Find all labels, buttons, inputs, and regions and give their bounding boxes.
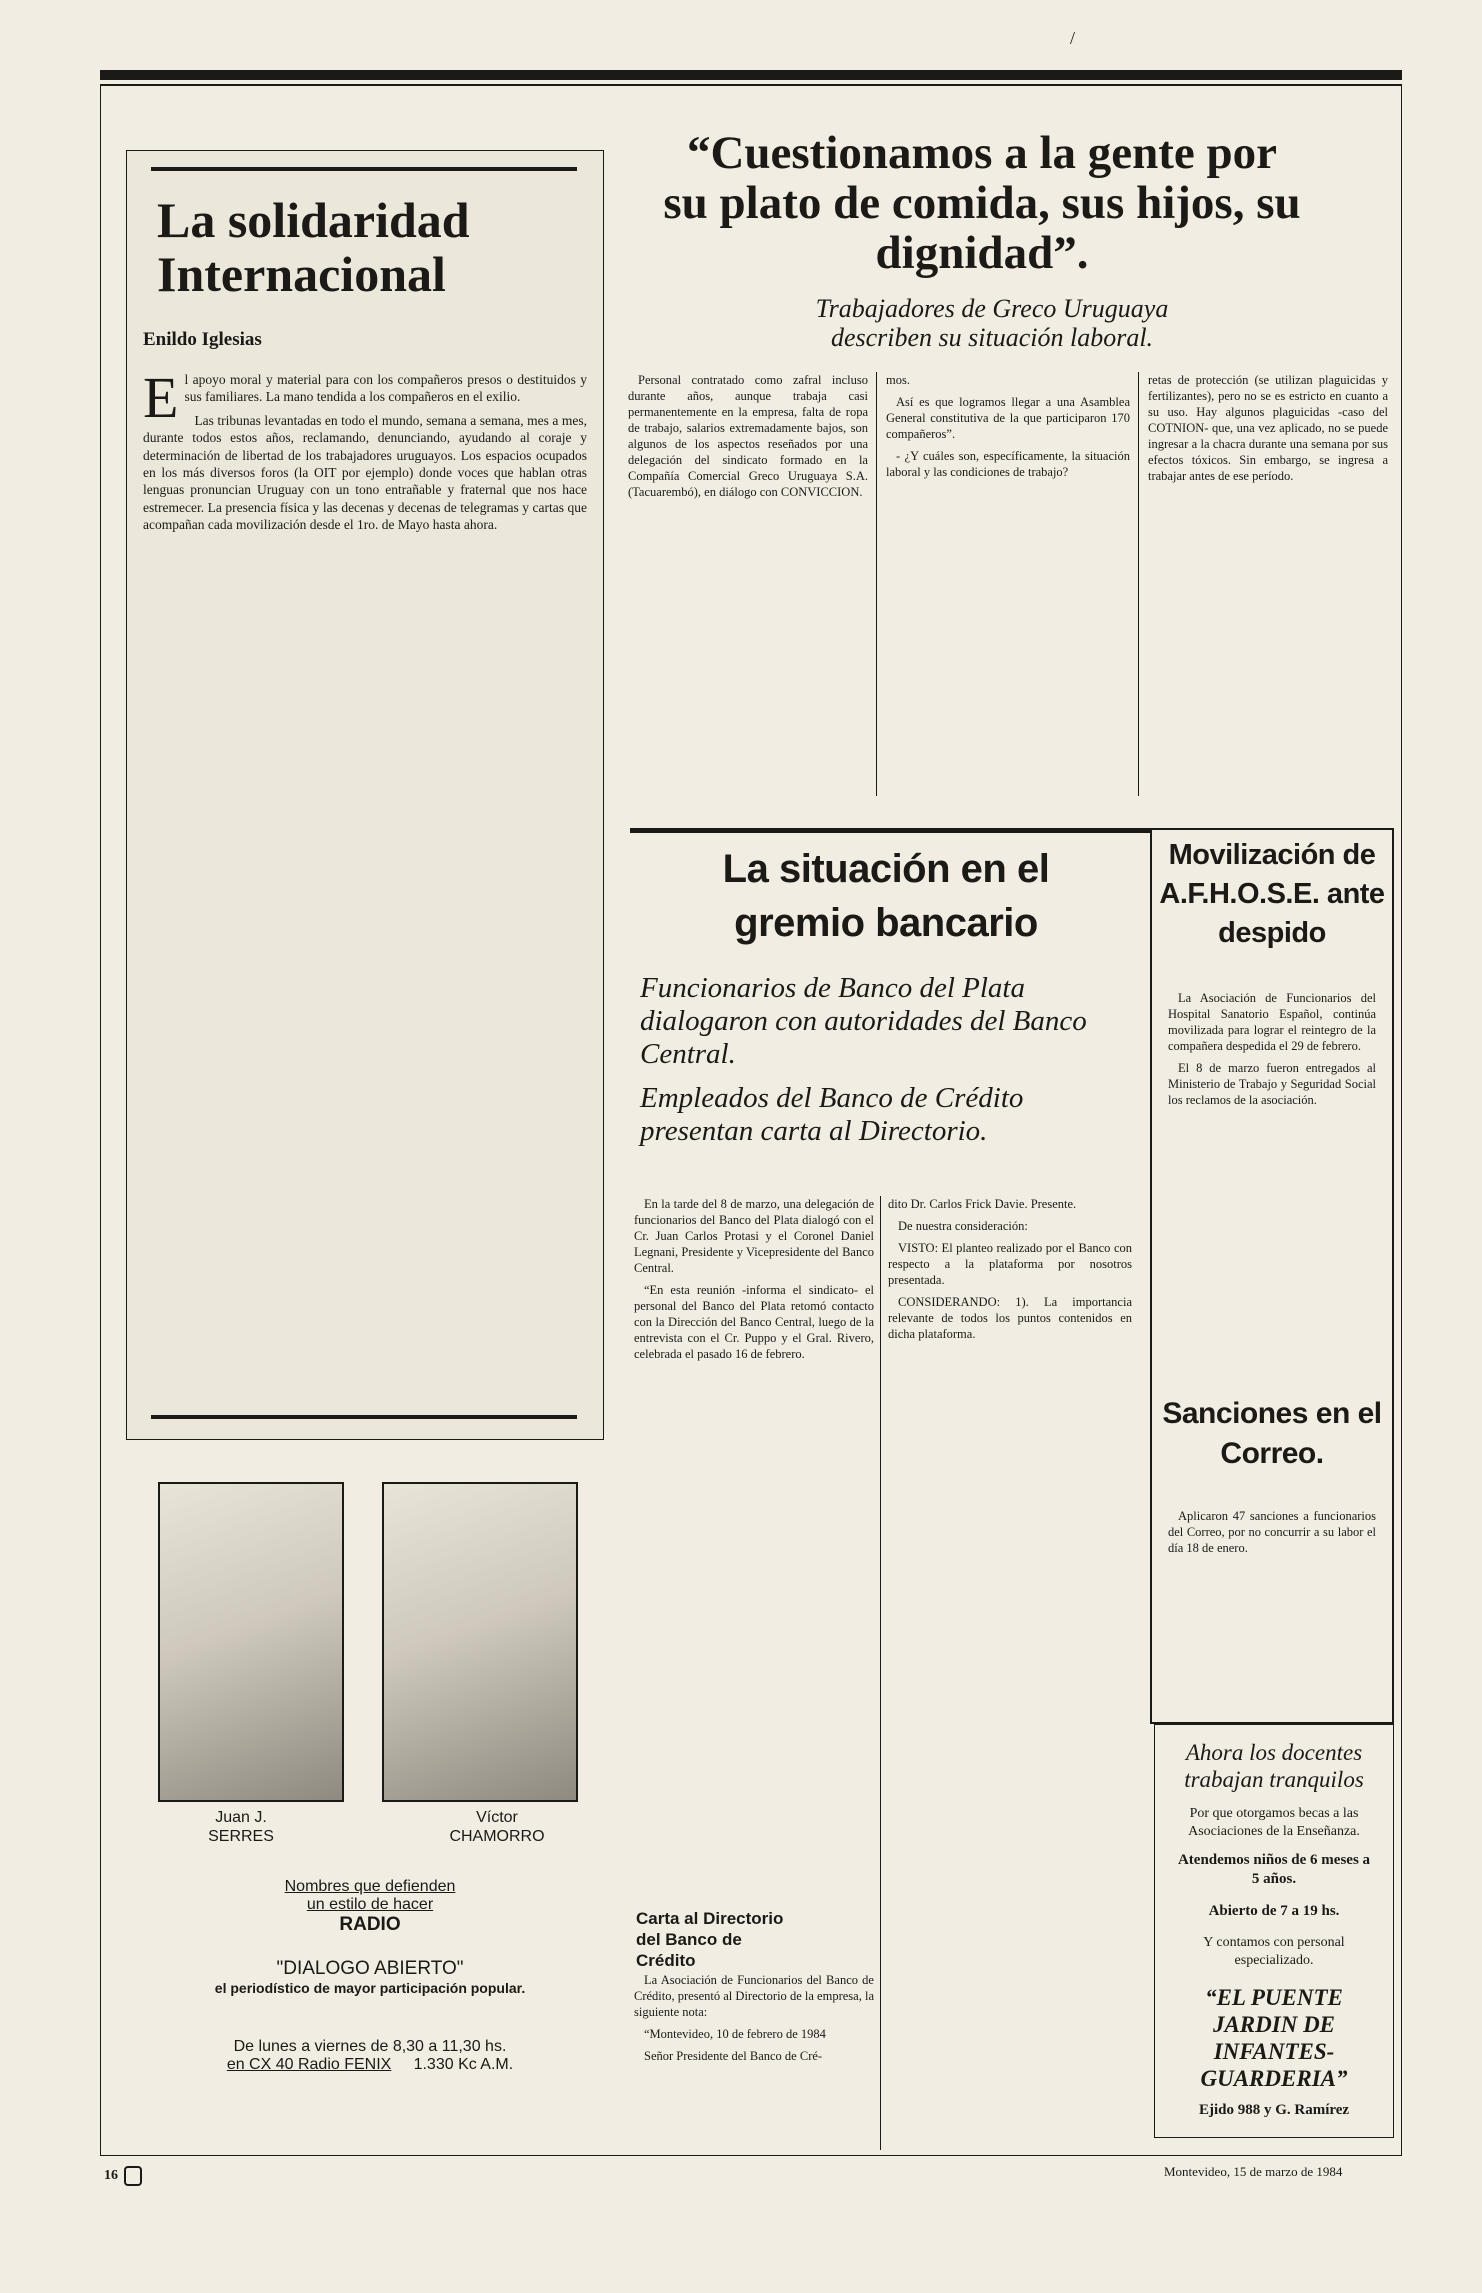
docentes-line4: Y contamos con personal especializado. <box>1203 1935 1345 1968</box>
docentes-address: Ejido 988 y G. Ramírez <box>1198 2102 1350 2118</box>
solidaridad-dropcap: E <box>143 365 179 430</box>
photo-serres <box>158 1482 344 1802</box>
radio-line3: RADIO <box>339 1914 401 1935</box>
solidaridad-top-rule <box>151 167 577 171</box>
radio-station-line <box>150 2056 590 2074</box>
afhose-p2: El 8 de marzo fueron entregados al Ministerio de Trabajo y Seguridad Social los reclamos de la asociación. <box>1168 1061 1376 1107</box>
carta-p2: “Montevideo, 10 de febrero de 1984 <box>644 2027 826 2041</box>
radio-schedule: De lunes a viernes de 8,30 a 11,30 hs. <box>233 2038 507 2055</box>
bancario-headline: La situación en el gremio bancario <box>722 847 1050 945</box>
greco-subheadline: Trabajadores de Greco Uruguaya describen su situación laboral. <box>815 294 1169 352</box>
afhose-headline: Movilización de A.F.H.O.S.E. ante despido <box>1159 839 1385 949</box>
bancario-col1-p2: “En esta reunión -informa el sindicato- el personal del Banco del Plata retomó contacto con la Dirección del Banco Central, luego de la entrevista con el Cr. Puppo y el Gral. Rivero, celebrada el pasado 16 de febrero. <box>634 1283 874 1361</box>
caption-serres: Juan J. SERRES <box>208 1809 274 1845</box>
bancario-col1 <box>634 1196 874 1368</box>
solidaridad-p1: l apoyo moral y material para con los compañeros presos o destituidos y sus familiares. La mano tendida a los compañeros en el exilio. <box>184 372 587 405</box>
solidaridad-body <box>143 365 587 540</box>
carta-p1: La Asociación de Funcionarios del Banco de Crédito, presentó al Directorio de la empresa, la siguiente nota: <box>634 1973 874 2019</box>
docentes-name: “EL PUENTE JARDIN DE INFANTES-GUARDERIA” <box>1200 1985 1348 2091</box>
greco-col1 <box>628 372 868 506</box>
bancario-top-rule <box>630 828 1150 833</box>
top-mark: / <box>1070 28 1076 48</box>
page-number <box>104 2166 142 2186</box>
greco-col3 <box>1148 372 1388 490</box>
bancario-col2-p3: VISTO: El planteo realizado por el Banco con respecto a la plataforma por nosotros presentada. <box>888 1241 1132 1287</box>
radio-tagline: el periodístico de mayor participación popular. <box>214 1980 526 1996</box>
afhose-box <box>1150 828 1394 1724</box>
radio-line2: un estilo de hacer <box>306 1896 434 1913</box>
bancario-col2-p1: dito Dr. Carlos Frick Davie. Presente. <box>888 1197 1077 1211</box>
docentes-title: Ahora los docentes trabajan tranquilos <box>1184 1740 1364 1792</box>
bancario-sub2: Empleados del Banco de Crédito presentan carta al Directorio. <box>640 1082 1024 1147</box>
radio-program: "DIALOGO ABIERTO" <box>276 1958 464 1979</box>
radio-frequency: 1.330 Kc A.M. <box>413 2056 514 2073</box>
correo-headline: Sanciones en el Correo. <box>1162 1397 1382 1470</box>
bancario-col2 <box>888 1196 1132 1348</box>
bancario-sub1: Funcionarios de Banco del Plata dialogaron con autoridades del Banco Central. <box>640 972 1087 1070</box>
greco-col2 <box>886 372 1130 486</box>
correo-body <box>1168 1508 1376 1562</box>
publication-logo-icon <box>124 2166 142 2186</box>
carta-title: Carta al Directorio del Banco de Crédito <box>636 1909 784 1970</box>
solidaridad-title: La solidaridad Internacional <box>157 192 470 302</box>
carta-body <box>634 1972 874 2070</box>
greco-col3-p1: retas de protección (se utilizan plaguicidas y fertilizantes), pero no se es estricto en cuanto a su uso. Hay algunos plaguicidas -caso del COTNION- que, una vez aplicado, no se puede ingresar a la chacra durante una semana por sus efectos tóxicos. Sin embargo, se ingresa a trabajar antes de ese período. <box>1148 373 1388 483</box>
afhose-body <box>1168 990 1376 1114</box>
greco-col-divider-2 <box>1138 372 1139 796</box>
page-number-text: 16 <box>104 2168 118 2184</box>
docentes-line2: Atendemos niños de 6 meses a 5 años. <box>1177 1852 1371 1887</box>
docentes-line1: Por que otorgamos becas a las Asociaciones de la Enseñanza. <box>1188 1806 1360 1839</box>
solidaridad-author: Enildo Iglesias <box>143 329 262 350</box>
solidaridad-bottom-rule <box>151 1415 577 1419</box>
greco-col2-p2: Así es que logramos llegar a una Asamblea General constitutiva de la que participaron 170 compañeros”. <box>886 395 1130 441</box>
bancario-col-divider <box>880 1196 881 2150</box>
bancario-col2-p2: De nuestra consideración: <box>898 1219 1028 1233</box>
solidaridad-p2: Las tribunas levantadas en todo el mundo, semana a semana, mes a mes, durante todos estos años, reclamando, denunciando, ayudando al coraje y determinación de libertad de los trabajadores uruguayos. Los espacios ocupados en los más diversos foros (la OIT por ejemplo) donde voces que hablan otras lenguas pronuncian Uruguay con un tono entrañable y fraternal que nos hace estremecer. La presencia física y las decenas y decenas de telegramas y cartas que acompañan cada movilización desde el 1ro. de Mayo hasta ahora. <box>143 412 587 533</box>
photo-chamorro <box>382 1482 578 1802</box>
docentes-line3: Abierto de 7 a 19 hs. <box>1208 1903 1340 1919</box>
carta-p3: Señor Presidente del Banco de Cré- <box>644 2049 823 2063</box>
top-rule <box>100 70 1402 80</box>
greco-headline: “Cuestionamos a la gente por su plato de comida, sus hijos, su dignidad”. <box>663 127 1301 279</box>
afhose-p1: La Asociación de Funcionarios del Hospital Sanatorio Español, continúa movilizada para lograr el reintegro de la compañera despedida el 29 de febrero. <box>1168 991 1376 1053</box>
docentes-ad <box>1154 1724 1394 2138</box>
bancario-col2-p4: CONSIDERANDO: 1). La importancia relevante de todos los puntos contenidos en dicha plataforma. <box>888 1295 1132 1341</box>
caption-chamorro: Víctor CHAMORRO <box>449 1809 545 1845</box>
bancario-col1-p1: En la tarde del 8 de marzo, una delegación de funcionarios del Banco del Plata dialogó con el Cr. Juan Carlos Protasi y el Coronel Daniel Legnani, Presidente y Vicepresidente del Banco Central. <box>634 1197 874 1275</box>
greco-col2-p1: mos. <box>886 373 910 387</box>
radio-station: en CX 40 Radio FENIX <box>226 2056 392 2073</box>
radio-line1: Nombres que defienden <box>284 1878 456 1895</box>
greco-col1-p1: Personal contratado como zafral incluso durante años, aunque trabaja casi permanentemente en la empresa, falta de ropa de trabajo, salarios extremadamente bajos, son algunos de los aspectos reseñados por una delegación del sindicato formado en la Compañía Comercial Greco Uruguaya S.A. (Tacuarembó), en diálogo con CONVICCION. <box>628 373 868 499</box>
solidaridad-article <box>126 150 604 1440</box>
correo-p1: Aplicaron 47 sanciones a funcionarios del Correo, por no concurrir a su labor el día 18 de enero. <box>1168 1509 1376 1555</box>
greco-col-divider-1 <box>876 372 877 796</box>
date-line: Montevideo, 15 de marzo de 1984 <box>1164 2164 1343 2179</box>
radio-ad <box>150 1878 590 2074</box>
greco-col2-p3: - ¿Y cuáles son, específicamente, la situación laboral y las condiciones de trabajo? <box>886 449 1130 479</box>
